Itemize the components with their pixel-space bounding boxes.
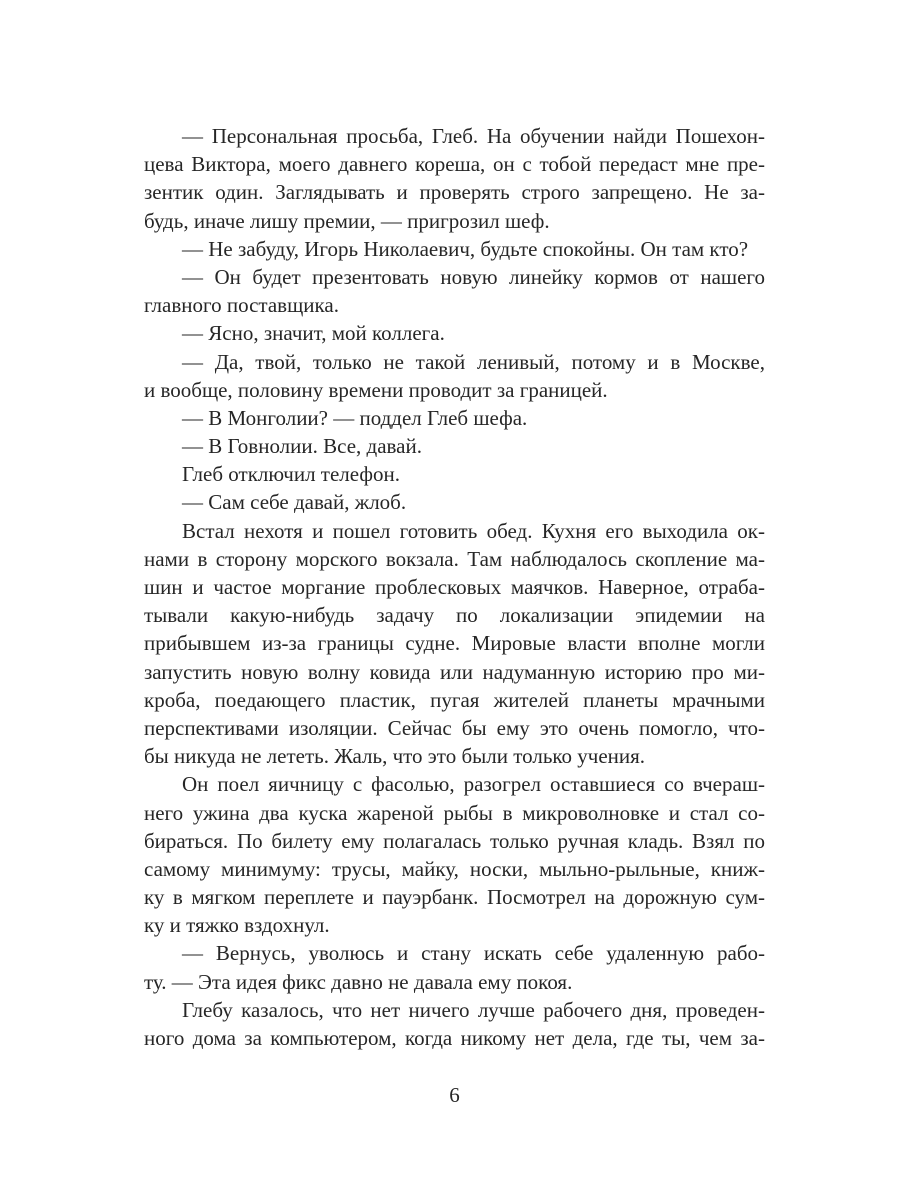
- text-line: шин и частое моргание проблесковых маячков. Наверное, отраба-: [144, 575, 765, 599]
- paragraph: [144, 235, 765, 263]
- paragraph: [144, 122, 765, 235]
- paragraph: [144, 348, 765, 404]
- text-line: — Не забуду, Игорь Николаевич, будьте спокойны. Он там кто?: [182, 236, 749, 261]
- text-line: Встал нехотя и пошел готовить обед. Кухня его выходила ок-: [182, 518, 765, 543]
- paragraph: [144, 319, 765, 347]
- paragraph: [144, 263, 765, 319]
- text-line: запустить новую волну ковида или надуманную историю про ми-: [144, 659, 765, 684]
- text-line: цева Виктора, моего давнего кореша, он с тобой передаст мне пре-: [144, 152, 765, 177]
- text-line: бираться. По билету ему полагалась только ручная кладь. Взял по: [144, 828, 765, 853]
- text-line: — Да, твой, только не такой ленивый, потому и в Москве,: [182, 349, 765, 374]
- text-line: Он поел яичницу с фасолью, разогрел оставшиеся со вчераш-: [182, 772, 765, 797]
- paragraph: [144, 517, 765, 771]
- text-line: Глебу казалось, что нет ничего лучше рабочего дня, проведен-: [182, 997, 765, 1022]
- text-line: — Ясно, значит, мой коллега.: [182, 321, 445, 346]
- text-line: ку в мягком переплете и пауэрбанк. Посмотрел на дорожную сум-: [144, 885, 765, 910]
- text-line: — Он будет презентовать новую линейку кормов от нашего: [182, 264, 765, 289]
- page-number: 6: [449, 1083, 460, 1107]
- text-line: — В Говнолии. Все, давай.: [182, 434, 422, 459]
- text-line: самому минимуму: трусы, майку, носки, мыльно-рыльные, книж-: [144, 856, 765, 881]
- text-line: тывали какую-нибудь задачу по локализации эпидемии на: [144, 603, 765, 628]
- text-line: кроба, поедающего пластик, пугая жителей планеты мрачными: [144, 687, 765, 712]
- page-text: [144, 122, 765, 1052]
- paragraph: [144, 996, 765, 1052]
- paragraph: [144, 432, 765, 460]
- text-line: и вообще, половину времени проводит за границей.: [144, 377, 608, 402]
- text-line: нами в сторону морского вокзала. Там наблюдалось скопление ма-: [144, 546, 765, 571]
- text-line: него ужина два куска жареной рыбы в микроволновке и стал со-: [144, 800, 765, 825]
- text-line: ку и тяжко вздохнул.: [144, 913, 330, 938]
- paragraph: [144, 770, 765, 939]
- paragraph: [144, 404, 765, 432]
- paragraph: [144, 939, 765, 995]
- paragraph: [144, 488, 765, 516]
- text-line: — Сам себе давай, жлоб.: [182, 490, 407, 515]
- paragraph: [144, 460, 765, 488]
- text-line: зентик один. Заглядывать и проверять строго запрещено. Не за-: [144, 180, 765, 205]
- text-line: главного поставщика.: [144, 293, 339, 318]
- text-line: будь, иначе лишу премии, — пригрозил шеф.: [144, 208, 550, 233]
- text-line: — В Монголии? — поддел Глеб шефа.: [182, 405, 528, 430]
- text-line: Глеб отключил телефон.: [182, 462, 400, 487]
- text-line: — Персональная просьба, Глеб. На обучении найди Пошехон-: [182, 124, 765, 148]
- text-line: — Вернусь, уволюсь и стану искать себе удаленную рабо-: [182, 941, 765, 966]
- text-line: прибывшем из-за границы судне. Мировые власти вполне могли: [144, 631, 765, 656]
- text-line: ту. — Эта идея фикс давно не давала ему покоя.: [144, 969, 573, 994]
- text-line: ного дома за компьютером, когда никому нет дела, где ты, чем за-: [144, 1026, 765, 1050]
- text-line: перспективами изоляции. Сейчас бы ему это очень помогло, что-: [144, 715, 765, 740]
- text-line: бы никуда не лететь. Жаль, что это были только учения.: [144, 744, 646, 769]
